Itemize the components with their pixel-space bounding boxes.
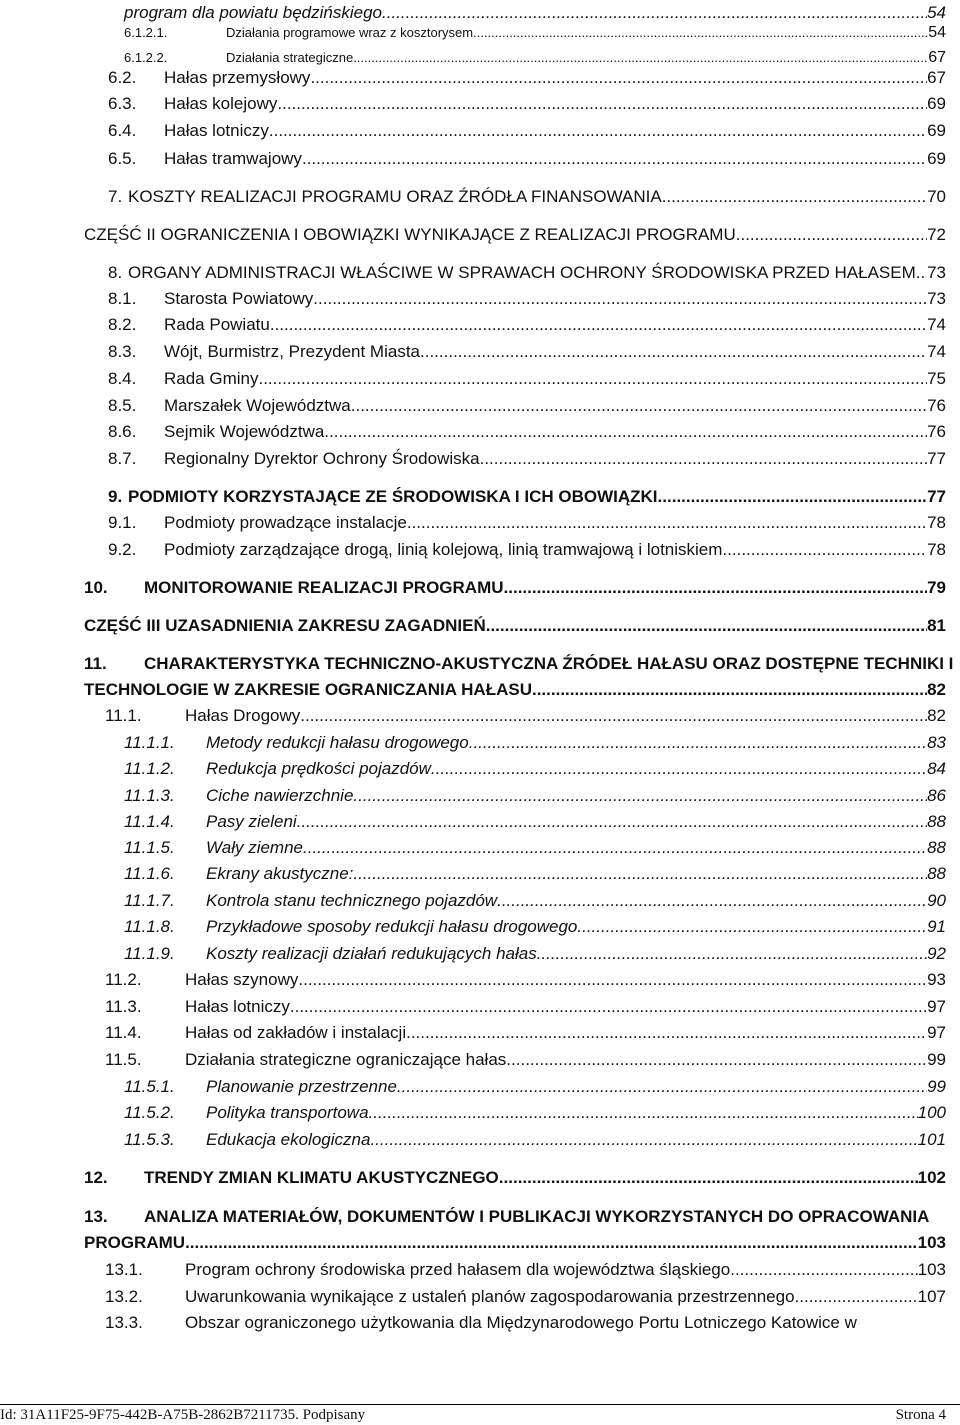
toc-entry[interactable]: 13.2. Uwarunkowania wynikające z ustaleń planów zagospodarowania przestrzennego ..... 107 — [105, 1284, 946, 1310]
toc-entry-line1[interactable]: 13. ANALIZA MATERIAŁÓW, DOKUMENTÓW I PUBLIKACJI WYKORZYSTANYCH DO OPRACOWANIA — [84, 1207, 930, 1226]
toc-entry[interactable]: 8. ORGANY ADMINISTRACJI WŁAŚCIWE W SPRAWACH OCHRONY ŚRODOWISKA PRZED HAŁASEM ..... 73 — [108, 260, 946, 286]
toc-entry[interactable]: 8.4. Rada Gminy ..... 75 — [108, 366, 946, 392]
toc-entry[interactable]: PROGRAMU ..... 103 — [84, 1230, 946, 1256]
document-id: Id: 31A11F25-9F75-442B-A75B-2862B7211735. Podpisany — [0, 1407, 366, 1423]
toc-entry[interactable]: 11.1.4. Pasy zieleni ..... 88 — [124, 809, 946, 835]
toc-entry[interactable]: CZĘŚĆ II OGRANICZENIA I OBOWIĄZKI WYNIKAJĄCE Z REALIZACJI PROGRAMU ..... 72 — [84, 222, 946, 248]
toc-entry[interactable]: 10. MONITOROWANIE REALIZACJI PROGRAMU ..... 79 — [84, 575, 946, 601]
toc-entry[interactable]: 13.1. Program ochrony środowiska przed hałasem dla województwa śląskiego ..... 103 — [105, 1257, 946, 1283]
toc-entry[interactable]: 8.2. Rada Powiatu ..... 74 — [108, 312, 946, 338]
toc-entry[interactable]: 11.1.1. Metody redukcji hałasu drogowego ..... 83 — [124, 730, 946, 756]
toc-entry[interactable]: 11.5.3. Edukacja ekologiczna ..... 101 — [124, 1127, 946, 1153]
toc-entry[interactable]: 11.1.2. Redukcja prędkości pojazdów ..... 84 — [124, 756, 946, 782]
toc-entry[interactable]: 11.1.6. Ekrany akustyczne: ..... 88 — [124, 861, 946, 887]
toc-entry[interactable]: 9.1. Podmioty prowadzące instalacje ..... 78 — [108, 510, 946, 536]
toc-entry[interactable]: 11.5.1. Planowanie przestrzenne ..... 99 — [124, 1074, 946, 1100]
page-number: Strona 4 — [895, 1407, 946, 1423]
toc-entry[interactable]: 13.3. Obszar ograniczonego użytkowania dla Międzynarodowego Portu Lotniczego Katowice w — [105, 1313, 857, 1332]
toc-entry[interactable]: 11.1. Hałas Drogowy ..... 82 — [105, 703, 946, 729]
toc-entry[interactable]: 12. TRENDY ZMIAN KLIMATU AKUSTYCZNEGO ..... 102 — [84, 1165, 946, 1191]
toc-entry[interactable]: 11.2. Hałas szynowy ..... 93 — [105, 967, 946, 993]
toc-entry[interactable]: 8.7. Regionalny Dyrektor Ochrony Środowiska ..... 77 — [108, 446, 946, 472]
toc-entry[interactable]: 6.5. Hałas tramwajowy ..... 69 — [108, 146, 946, 172]
toc-entry[interactable]: 8.3. Wójt, Burmistrz, Prezydent Miasta ..... 74 — [108, 339, 946, 365]
toc-entry[interactable]: 6.2. Hałas przemysłowy ..... 67 — [108, 65, 946, 91]
toc-entry[interactable]: 6.3. Hałas kolejowy ..... 69 — [108, 91, 946, 117]
toc-entry[interactable]: 6.1.2.1. Działania programowe wraz z kosztorysem ..... 54 — [124, 20, 946, 46]
toc-entry[interactable]: TECHNOLOGIE W ZAKRESIE OGRANICZANIA HAŁASU ..... 82 — [84, 677, 946, 703]
toc-entry[interactable]: 11.1.3. Ciche nawierzchnie ..... 86 — [124, 783, 946, 809]
toc-entry[interactable]: 8.6. Sejmik Województwa ..... 76 — [108, 419, 946, 445]
toc-entry[interactable]: 11.1.9. Koszty realizacji działań redukujących hałas ..... 92 — [124, 941, 946, 967]
toc-entry[interactable]: 11.5. Działania strategiczne ograniczające hałas ..... 99 — [105, 1047, 946, 1073]
toc-entry[interactable]: 6.1.2.2. Działania strategiczne ..... 67 — [124, 45, 946, 71]
toc-entry[interactable]: 9.2. Podmioty zarządzające drogą, linią kolejową, linią tramwajową i lotniskiem ..... 78 — [108, 537, 946, 563]
toc-entry[interactable]: 11.1.5. Wały ziemne ..... 88 — [124, 835, 946, 861]
toc-entry[interactable]: 11.1.8. Przykładowe sposoby redukcji hałasu drogowego ..... 91 — [124, 914, 946, 940]
footer — [0, 1404, 960, 1425]
toc-entry[interactable]: CZĘŚĆ III UZASADNIENIA ZAKRESU ZAGADNIEŃ ..... 81 — [84, 613, 946, 639]
toc-entry[interactable]: program dla powiatu będzińskiego ..... 54 — [124, 0, 946, 26]
toc-entry[interactable]: 11.1.7. Kontrola stanu technicznego pojazdów ..... 90 — [124, 888, 946, 914]
toc-entry-line1[interactable]: 11. CHARAKTERYSTYKA TECHNICZNO-AKUSTYCZNA ŹRÓDEŁ HAŁASU ORAZ DOSTĘPNE TECHNIKI I — [84, 654, 954, 673]
toc-entry[interactable]: 9. PODMIOTY KORZYSTAJĄCE ZE ŚRODOWISKA I ICH OBOWIĄZKI ..... 77 — [108, 484, 946, 510]
toc-entry[interactable]: 11.4. Hałas od zakładów i instalacji ..... 97 — [105, 1020, 946, 1046]
toc-entry[interactable]: 11.3. Hałas lotniczy ..... 97 — [105, 994, 946, 1020]
toc-entry[interactable]: 7. KOSZTY REALIZACJI PROGRAMU ORAZ ŹRÓDŁA FINANSOWANIA ..... 70 — [108, 184, 946, 210]
toc-entry[interactable]: 11.5.2. Polityka transportowa ..... 100 — [124, 1100, 946, 1126]
toc-entry[interactable]: 8.1. Starosta Powiatowy ..... 73 — [108, 286, 946, 312]
toc-entry[interactable]: 8.5. Marszałek Województwa ..... 76 — [108, 393, 946, 419]
toc-entry[interactable]: 6.4. Hałas lotniczy ..... 69 — [108, 118, 946, 144]
